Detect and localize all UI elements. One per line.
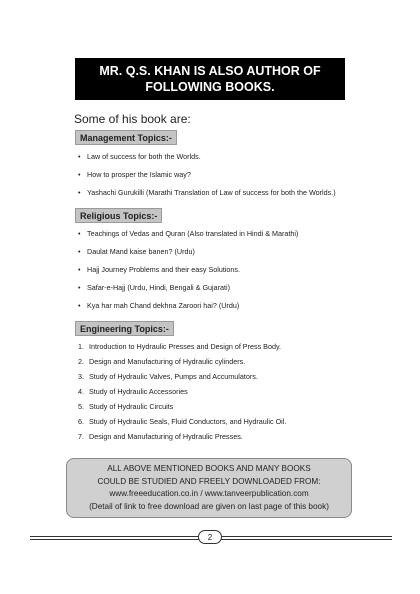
list-item: 2. Design and Manufacturing of Hydraulic cylinders. [78,357,246,366]
title-banner [75,58,345,100]
list-item: • Daulat Mand kaise banen? (Urdu) [78,247,195,256]
page-number: 2 [198,530,222,544]
list-item: • Kya har mah Chand dekhna Zaroori hai? (Urdu) [78,301,239,310]
banner-line-1: MR. Q.S. KHAN IS ALSO AUTHOR OF [99,64,321,78]
list-item: 5. Study of Hydraulic Circuits [78,402,174,411]
download-info-line-1: ALL ABOVE MENTIONED BOOKS AND MANY BOOKS [107,464,311,473]
management-heading: Management Topics:- [75,130,177,145]
download-info-line-2: COULD BE STUDIED AND FREELY DOWNLOADED FROM: [97,476,321,486]
engineering-heading: Engineering Topics:- [75,321,174,336]
list-item: 6. Study of Hydraulic Seals, Fluid Conductors, and Hydraulic Oil. [78,417,287,426]
intro-text: Some of his book are: [74,112,191,126]
download-info-line-3: www.freeeducation.co.in / www.tanveerpublication.com [109,489,309,498]
list-item: • Teachings of Vedas and Quran (Also translated in Hindi & Marathi) [78,229,298,238]
list-item: • Safar-e-Hajj (Urdu, Hindi, Bengali & Gujarati) [78,283,230,292]
download-info-box [66,458,352,518]
list-item: • Law of success for both the Worlds. [78,152,201,161]
list-item: 1. Introduction to Hydraulic Presses and Design of Press Body. [78,342,282,351]
list-item: • How to prosper the Islamic way? [78,170,191,179]
list-item: 4. Study of Hydraulic Accessories [78,387,188,396]
list-item: • Yashachi Gurukilli (Marathi Translation of Law of success for both the Worlds.) [78,188,336,197]
download-info-line-4: (Detail of link to free download are given on last page of this book) [89,501,329,511]
list-item: • Hajj Journey Problems and their easy Solutions. [78,265,240,274]
list-item: 7. Design and Manufacturing of Hydraulic Presses. [78,432,243,441]
banner-line-2: FOLLOWING BOOKS. [145,80,275,94]
list-item: 3. Study of Hydraulic Valves, Pumps and Accumulators. [78,372,258,381]
religious-heading: Religious Topics:- [75,208,162,223]
